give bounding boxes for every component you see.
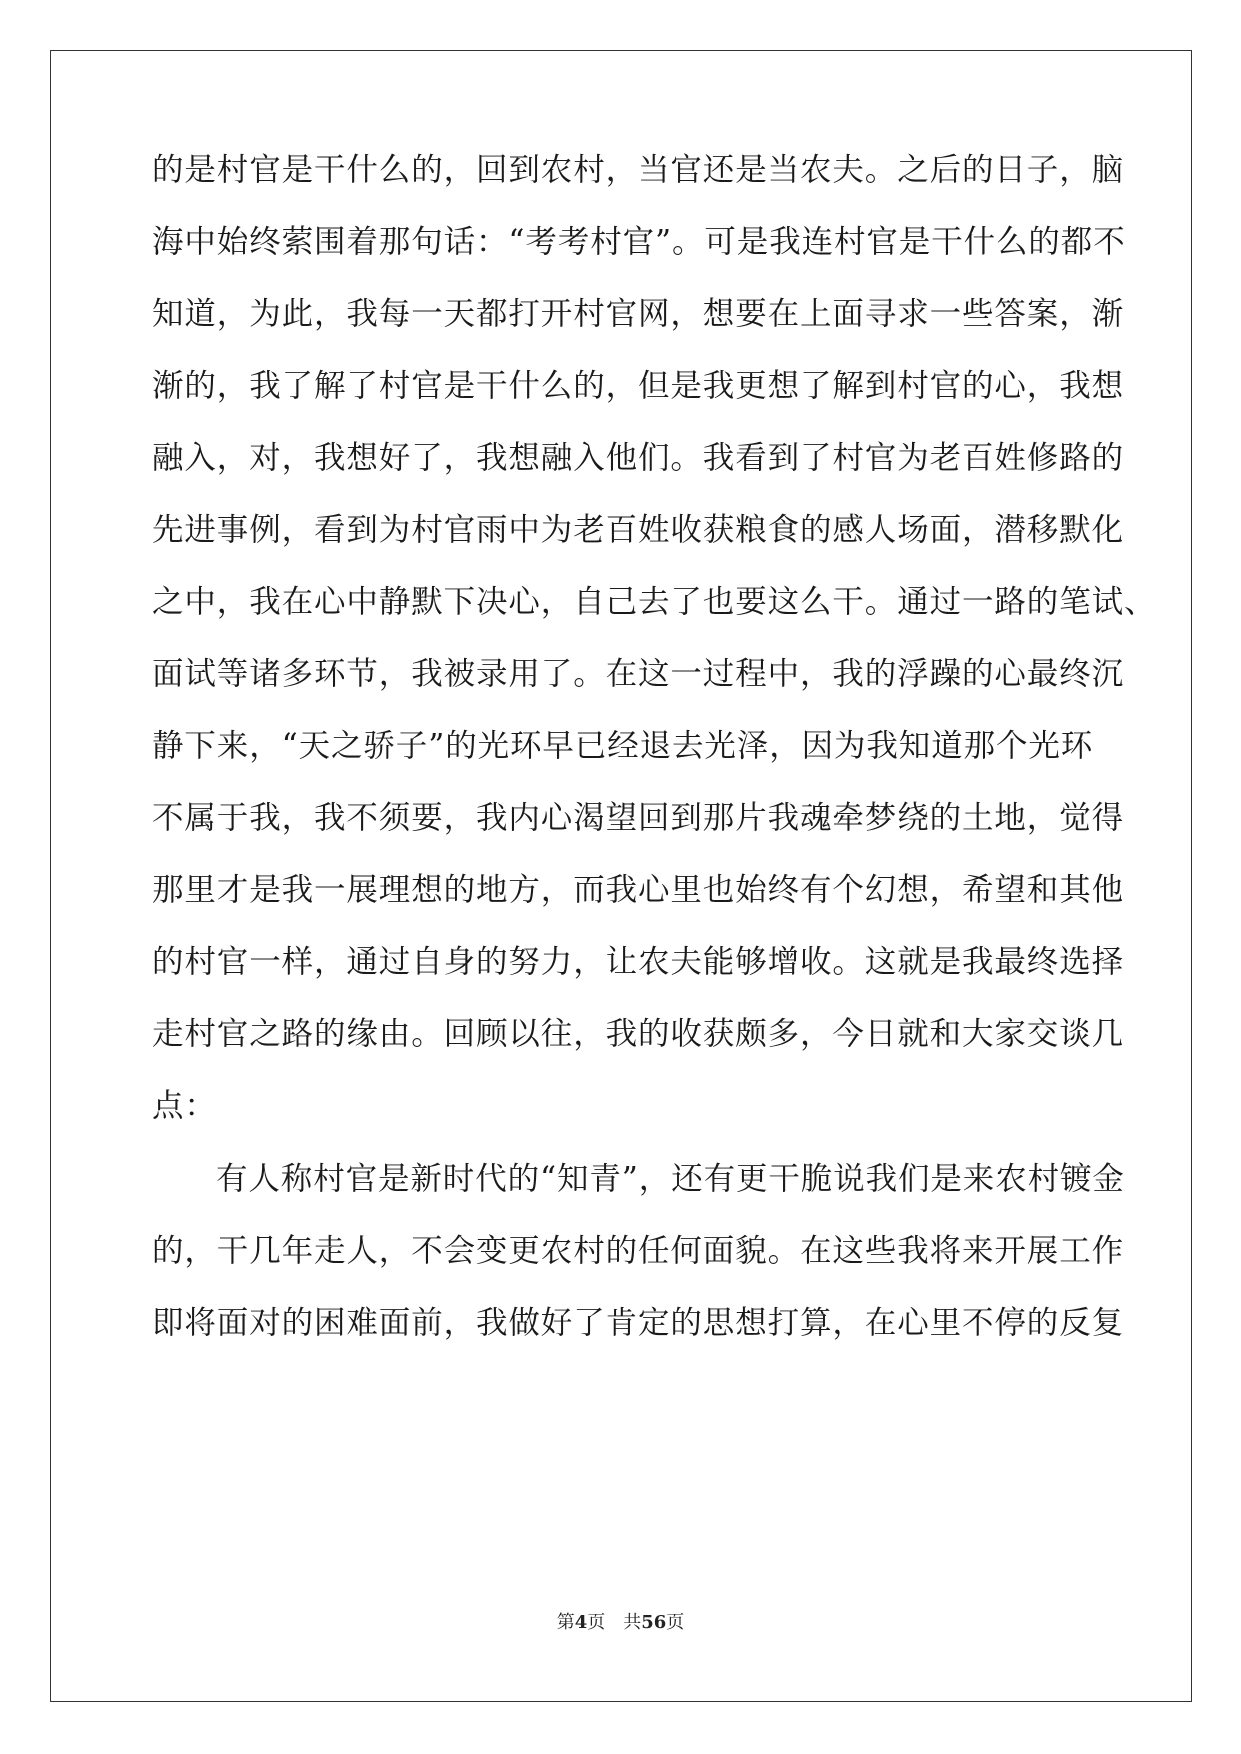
text-line: 渐的，我了解了村官是干什么的，但是我更想了解到村官的心，我想: [152, 368, 1125, 404]
text-line: 走村官之路的缘由。回顾以往，我的收获颇多，今日就和大家交谈几: [152, 1016, 1125, 1052]
paragraph-start-line: 有人称村官是新时代的“知青”，还有更干脆说我们是来农村镀金: [216, 1161, 1125, 1197]
text-line: 面试等诸多环节，我被录用了。在这一过程中，我的浮躁的心最终沉: [152, 656, 1125, 692]
page-number: 4: [574, 1612, 588, 1633]
text-line: 之中，我在心中静默下决心，自己去了也要这么干。通过一路的笔试、: [152, 584, 1157, 620]
text-line: 静下来，“天之骄子”的光环早已经退去光泽，因为我知道那个光环: [152, 728, 1094, 764]
page-footer: [0, 1608, 1241, 1634]
footer-mid: 页 共: [587, 1612, 642, 1633]
text-line: 的是村官是干什么的，回到农村，当官还是当农夫。之后的日子，脑: [152, 152, 1125, 188]
text-line: 即将面对的困难面前，我做好了肯定的思想打算，在心里不停的反复: [152, 1305, 1125, 1341]
footer-suffix: 页: [666, 1612, 685, 1633]
total-pages: 56: [641, 1612, 667, 1633]
text-line: 不属于我，我不须要，我内心渴望回到那片我魂牵梦绕的土地，觉得: [152, 800, 1125, 836]
text-line: 先进事例，看到为村官雨中为老百姓收获粮食的感人场面，潜移默化: [152, 512, 1125, 548]
footer-prefix: 第: [556, 1612, 575, 1633]
text-line: 知道，为此，我每一天都打开村官网，想要在上面寻求一些答案，渐: [152, 296, 1125, 332]
text-line: 的，干几年走人，不会变更农村的任何面貌。在这些我将来开展工作: [152, 1233, 1125, 1269]
text-line: 海中始终萦围着那句话：“考考村官”。可是我连村官是干什么的都不: [152, 224, 1126, 260]
text-line: 的村官一样，通过自身的努力，让农夫能够增收。这就是我最终选择: [152, 944, 1125, 980]
text-line: 点：: [152, 1088, 217, 1124]
text-line: 那里才是我一展理想的地方，而我心里也始终有个幻想，希望和其他: [152, 872, 1125, 908]
text-line: 融入，对，我想好了，我想融入他们。我看到了村官为老百姓修路的: [152, 440, 1125, 476]
